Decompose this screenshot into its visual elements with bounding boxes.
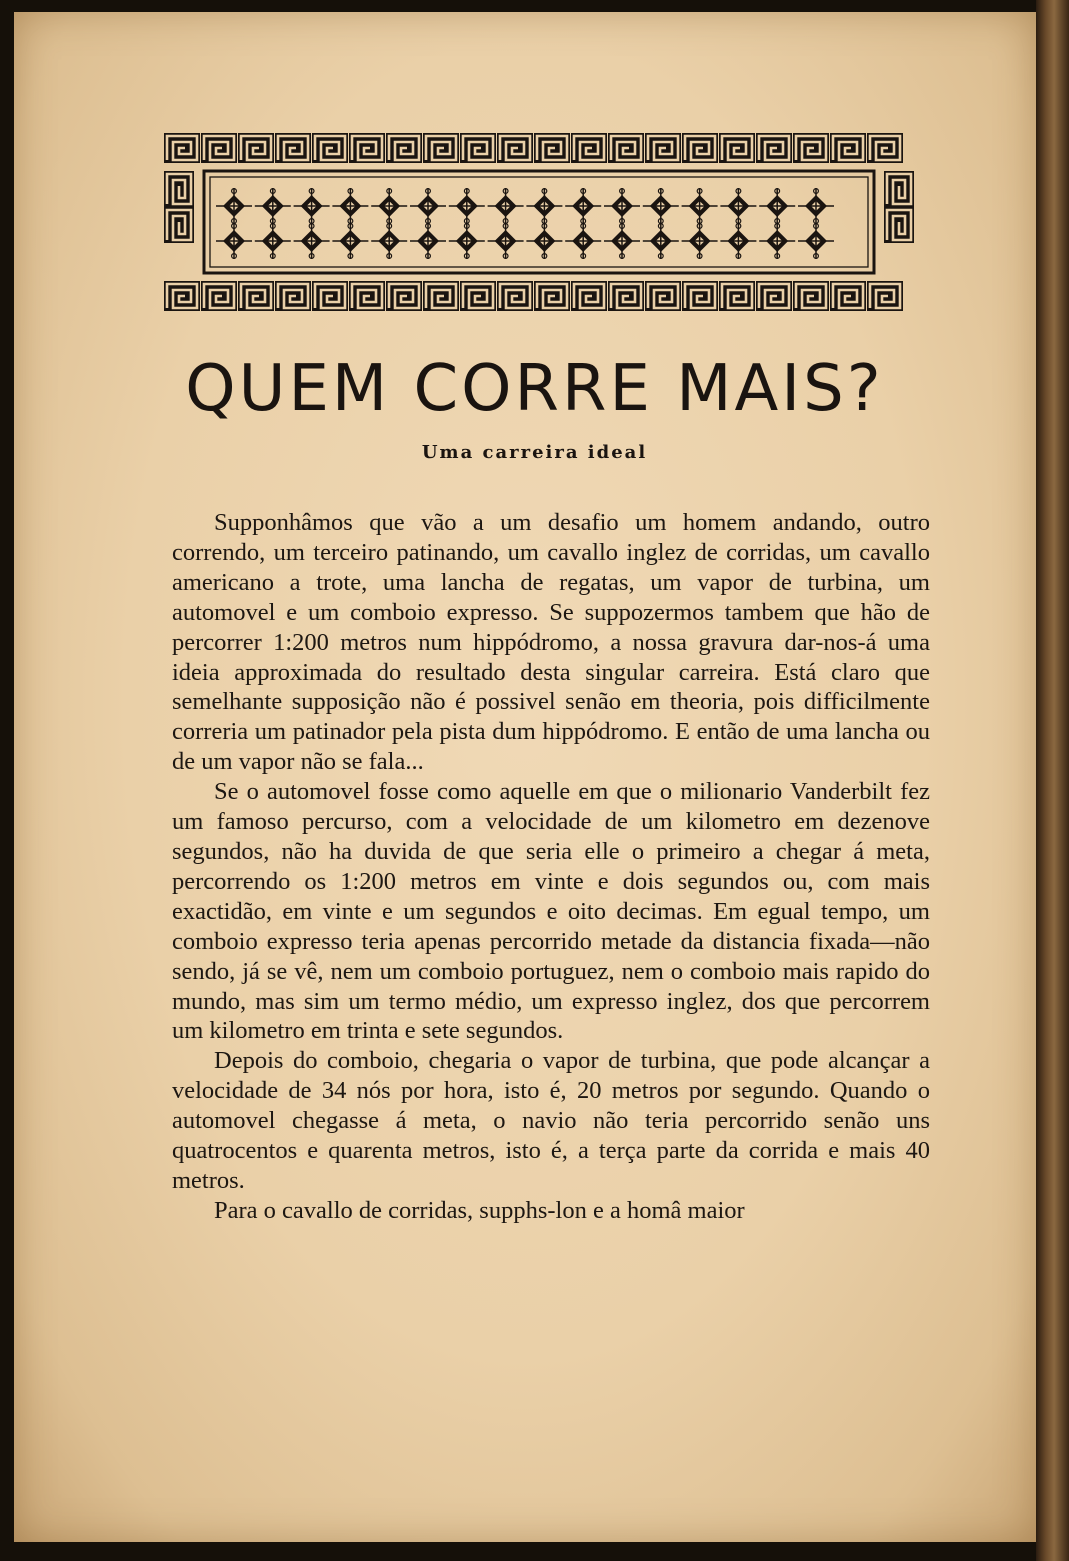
greek-key-border-ornament-icon bbox=[164, 133, 914, 311]
article-body bbox=[172, 508, 930, 1226]
paragraph: Para o cavallo de corridas, supphs-lon e a homâ maior bbox=[214, 1196, 745, 1224]
article-title: QUEM CORRE MAIS? bbox=[185, 352, 884, 426]
paragraph: Supponhâmos que vão a um desafio um homem andando, outro correndo, um terceiro patinando, um cavallo inglez de corridas, um cavallo americano a trote, uma lancha de regatas, um vapor de turbina, um automovel e um comboio expresso. Se suppozermos tambem que hão de percorrer 1:200 metros num hippódromo, a nossa gravura dar-nos-á uma ideia approximada do resultado desta singular carreira. Está claro que semelhante supposição não é possivel senão em theoria, pois difficilmente correria um patinador pela pista dum hippódromo. E então de uma lancha ou de um vapor não se fala... bbox=[172, 509, 930, 776]
paragraph: Depois do comboio, chegaria o vapor de turbina, que pode alcançar a velocidade de 34 nós por hora, isto é, 20 metros por segundo. Quando o automovel chegasse á meta, o navio não teria percorrido senão uns quatrocentos e quarenta metros, isto é, a terça parte da corrida e mais 40 metros. bbox=[172, 1047, 930, 1194]
article-subtitle: Uma carreira ideal bbox=[421, 442, 648, 463]
paragraph: Se o automovel fosse como aquelle em que o milionario Vanderbilt fez um famoso percurso, com a velocidade de um kilometro em dezenove segundos, não ha duvida de que seria elle o primeiro a chegar á meta, percorrendo os 1:200 metros em vinte e dois segundos ou, com mais exactidão, em vinte e um segundos e oito decimas. Em egual tempo, um comboio expresso teria apenas percorrido metade da distancia fixada—não sendo, já se vê, nem um comboio portuguez, nem o comboio mais rapido do mundo, mas sim um termo médio, um expresso inglez, dos que percorrem um kilometro em trinta e sete segundos. bbox=[172, 778, 930, 1045]
next-page-edge bbox=[1036, 0, 1069, 1561]
